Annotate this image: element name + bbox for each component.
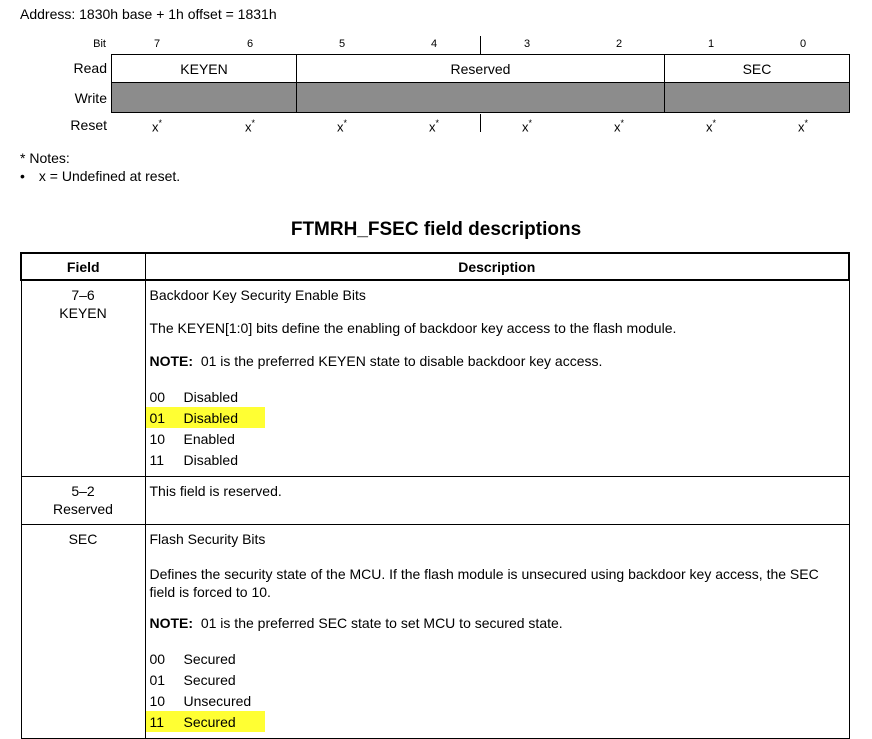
table-title: FTMRH_FSEC field descriptions: [290, 219, 582, 240]
reset-value: x*: [336, 118, 347, 135]
bit-number: 7: [153, 38, 161, 50]
field-short-description: This field is reserved.: [149, 483, 282, 499]
bit-number: 0: [799, 38, 807, 50]
field-name: KEYEN: [59, 305, 107, 321]
write-sec: [664, 83, 850, 113]
field-note: [150, 614, 843, 632]
field-short-description: Backdoor Key Security Enable Bits: [149, 287, 366, 303]
bullet-icon: •: [20, 168, 25, 184]
reset-value: x*: [797, 118, 808, 135]
field-bits: 7–6: [71, 287, 95, 303]
register-address: Address: 1830h base + 1h offset = 1831h: [20, 6, 277, 22]
header-description: Description: [145, 253, 849, 280]
enum-value: 00 Secured: [149, 650, 236, 667]
bit-number: 4: [430, 38, 438, 50]
reset-value: x*: [521, 118, 532, 135]
note-text: 01 is the preferred KEYEN state to disable backdoor key access.: [200, 353, 603, 369]
field-body: The KEYEN[1:0] bits define the enabling of backdoor key access to the flash module.: [149, 320, 677, 336]
enum-value: 11 Disabled: [149, 451, 238, 468]
reset-value: x*: [613, 118, 624, 135]
bit-number: 5: [338, 38, 346, 50]
field-short-description: Flash Security Bits: [149, 531, 266, 547]
table-header-row: [21, 253, 849, 280]
notes-item-text: x = Undefined at reset.: [38, 168, 181, 184]
bit-number: 3: [523, 38, 531, 50]
field-name: Reserved: [53, 501, 113, 517]
bit-number: 6: [246, 38, 254, 50]
enum-value: 00 Disabled: [149, 388, 238, 405]
reset-value: x*: [151, 118, 162, 135]
write-reserved: [296, 83, 665, 113]
reset-row-label: Reset: [70, 117, 107, 133]
field-cell: [21, 477, 145, 525]
enum-value: 01 Secured: [149, 671, 236, 688]
note-text: 01 is the preferred SEC state to set MCU to secured state.: [200, 615, 563, 631]
field-note: [150, 352, 843, 370]
notes-item: [20, 167, 180, 185]
write-keyen: [111, 83, 297, 113]
enum-value: 10 Enabled: [149, 430, 235, 447]
reset-value: x*: [705, 118, 716, 135]
field-cell: [21, 280, 145, 477]
table-row-keyen: [21, 280, 849, 477]
byte-divider-bottom: [480, 114, 481, 132]
enum-value: 10 Unsecured: [149, 692, 252, 709]
field-body: Defines the security state of the MCU. If the flash module is unsecured using backdoor key access, the SEC field is forced to 10.: [149, 566, 819, 600]
field-sec: SEC: [664, 54, 850, 83]
enum-value-highlighted: 11 Secured: [150, 711, 843, 732]
reset-value: x*: [428, 118, 439, 135]
field-bits: 5–2: [71, 483, 95, 499]
description-cell: [145, 477, 849, 525]
reset-notes: [20, 149, 180, 185]
description-cell: [145, 525, 849, 739]
bit-number: 1: [707, 38, 715, 50]
field-reserved: Reserved: [296, 54, 665, 83]
reset-value: x*: [244, 118, 255, 135]
bit-row-label: Bit: [93, 38, 106, 50]
header-field: Field: [21, 253, 145, 280]
bit-number: 2: [615, 38, 623, 50]
byte-divider-top: [480, 36, 481, 54]
field-description-table: [20, 252, 850, 739]
enum-value-highlighted: 01 Disabled: [150, 407, 843, 428]
table-row-sec: [21, 525, 849, 739]
field-cell: [21, 525, 145, 739]
notes-title: * Notes:: [20, 150, 70, 166]
note-label: NOTE:: [149, 615, 194, 631]
field-name: SEC: [68, 531, 98, 547]
field-keyen: KEYEN: [111, 54, 297, 83]
table-row-reserved: [21, 477, 849, 525]
register-diagram: [0, 34, 872, 139]
note-label: NOTE:: [149, 353, 194, 369]
write-row-label: Write: [74, 90, 107, 106]
read-row-label: Read: [73, 60, 107, 76]
description-cell: [145, 280, 849, 477]
